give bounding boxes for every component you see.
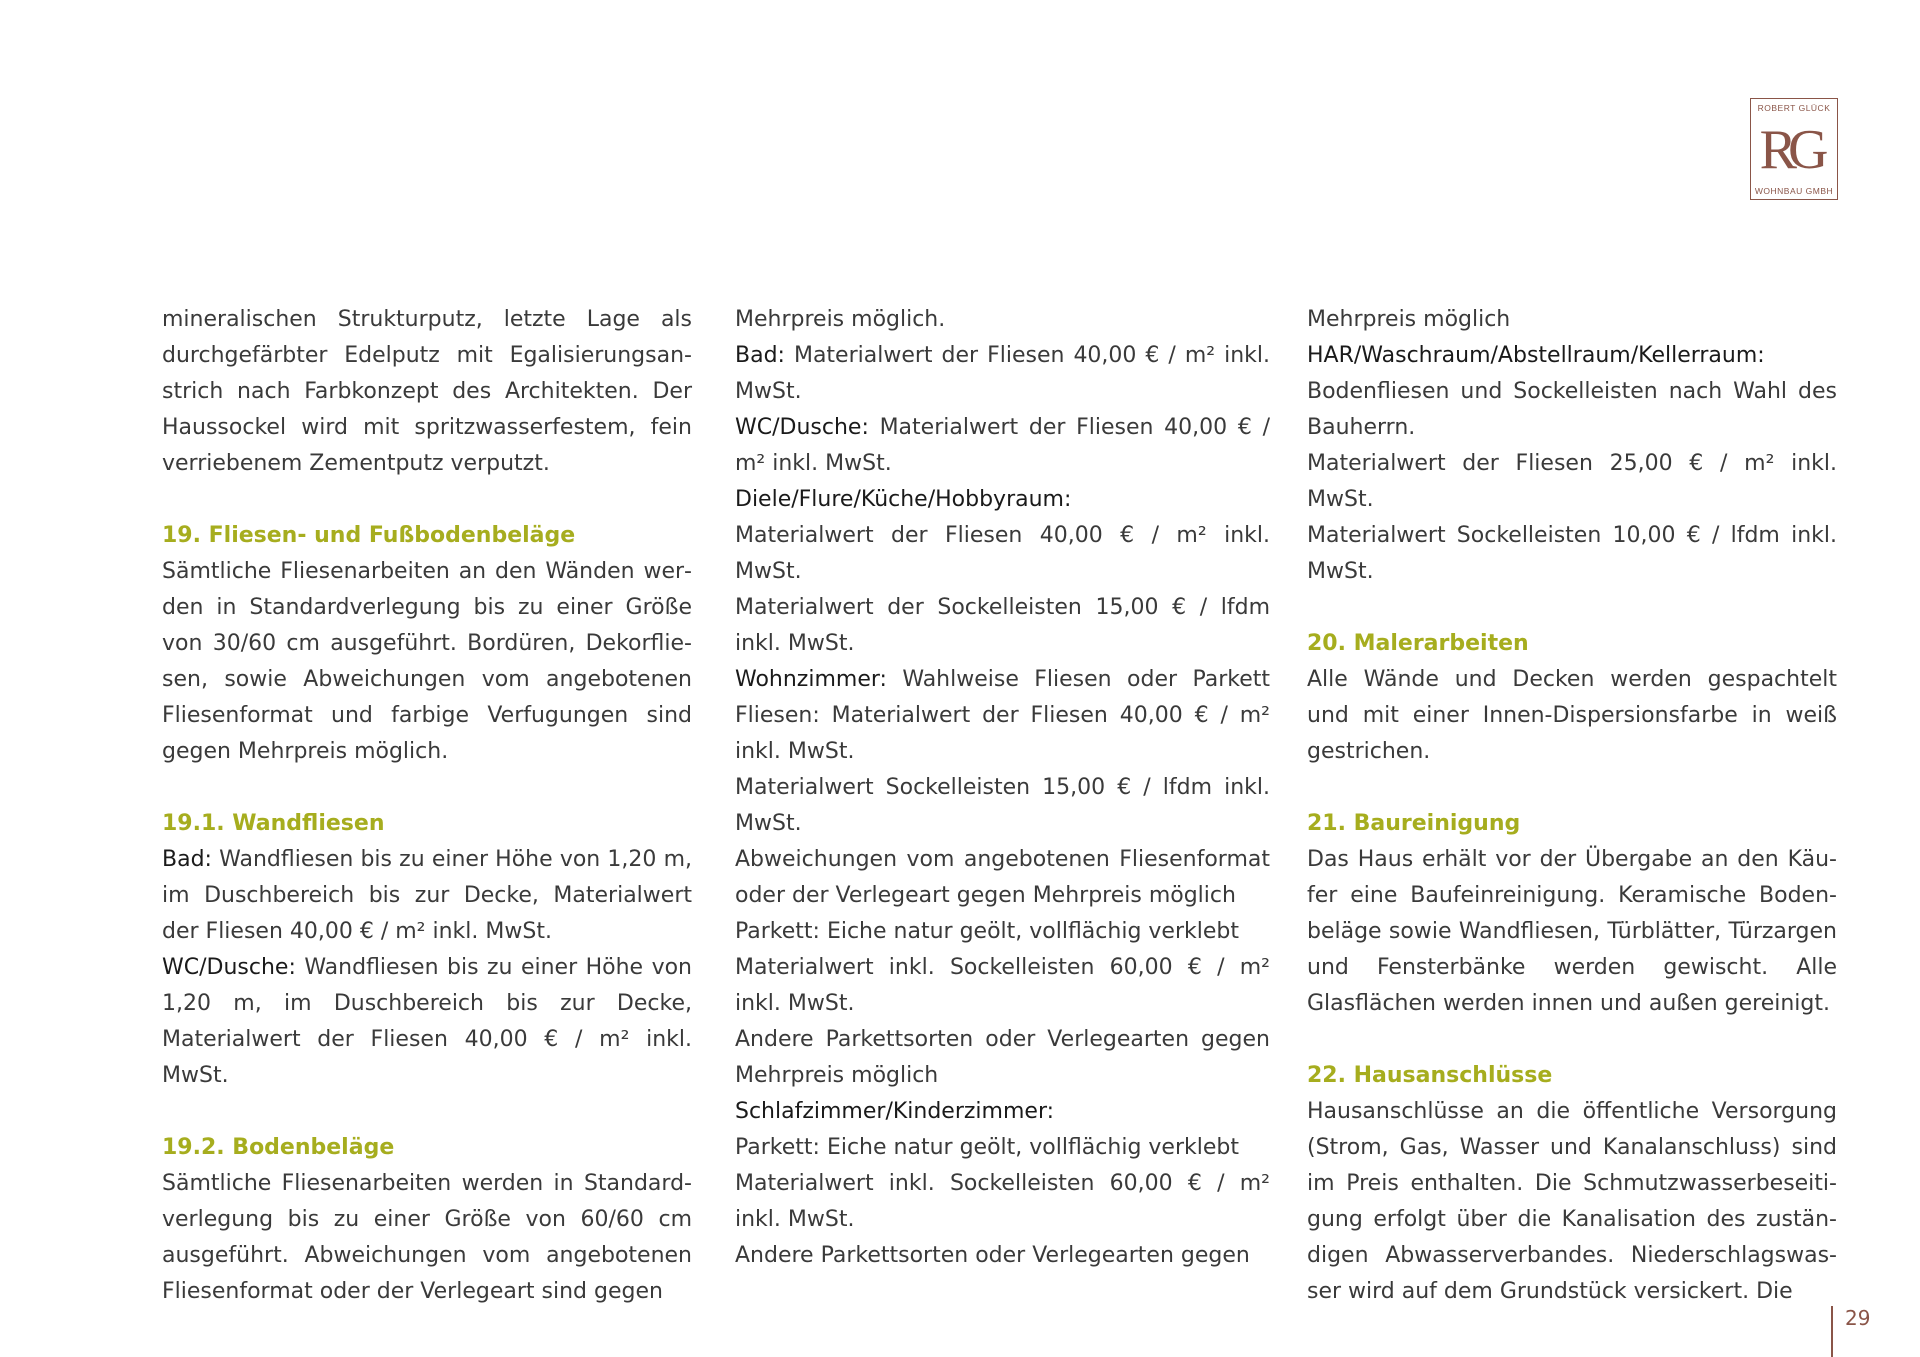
heading-19-2: 19.2. Bodenbeläge xyxy=(162,1135,395,1160)
line-wohn-abweichungen: Abweichungen vom angebotenen Fliesenformat oder der Verlegeart gegen Mehrpreis möglich xyxy=(735,847,1270,908)
label-har: HAR/Waschraum/Abstellraum/Kellerraum: xyxy=(1307,343,1765,368)
text-wc: Wandfliesen bis zu einer Höhe von 1,20 m, im Duschbereich bis zur Decke, Materialwert der Fliesen 40,00 € / m² inkl. MwSt. xyxy=(162,955,692,1088)
page-number-rule xyxy=(1831,1306,1833,1357)
page-number: 29 xyxy=(1845,1306,1871,1330)
text-bad: Wandfliesen bis zu einer Höhe von 1,20 m, im Duschbereich bis zur Decke, Materialwert der Fliesen 40,00 € / m² inkl. MwSt. xyxy=(162,847,692,944)
text-bad: Materialwert der Fliesen 40,00 € / m² inkl. MwSt. xyxy=(735,343,1270,404)
line-schlaf-materialwert: Materialwert inkl. Sockelleisten 60,00 € / m² inkl. MwSt. xyxy=(735,1171,1270,1232)
paragraph-bad-boden xyxy=(735,338,1270,410)
line-mehrpreis: Mehrpreis möglich. xyxy=(735,307,946,332)
line-schlaf-andere: Andere Parkettsorten oder Verlegearten gegen xyxy=(735,1243,1250,1268)
line-har-wahl: Bodenfliesen und Sockelleisten nach Wahl des Bauherrn. xyxy=(1307,379,1837,440)
heading-19-1: 19.1. Wandfliesen xyxy=(162,811,385,836)
line-har-fliesen: Materialwert der Fliesen 25,00 € / m² inkl. MwSt. xyxy=(1307,451,1837,512)
label-wc: WC/Dusche: xyxy=(735,415,869,440)
text-column-2 xyxy=(735,302,1270,1274)
line-parkett-andere: Andere Parkettsorten oder Verlegearten gegen Mehrpreis möglich xyxy=(735,1027,1270,1088)
text-wohnzimmer: Wahlweise Fliesen oder Parkett Fliesen: Materialwert der Fliesen 40,00 € / m² inkl. MwSt. xyxy=(735,667,1270,764)
heading-19: 19. Fliesen- und Fußbodenbeläge xyxy=(162,523,576,548)
paragraph-19: Sämtliche Fliesenarbeiten an den Wänden werden in Standardverlegung bis zu einer Größe von 30/60 cm ausgeführt. Bordüren, Dekorfliesen, sowie Abweichungen vom angebotenen Fliesenformat und farbige Verfugungen sind gegen Mehrpreis möglich. xyxy=(162,559,692,764)
line-diele-sockel: Materialwert der Sockelleisten 15,00 € / lfdm inkl. MwSt. xyxy=(735,595,1270,656)
heading-21: 21. Baureinigung xyxy=(1307,811,1521,836)
paragraph-wohnzimmer xyxy=(735,662,1270,770)
label-bad: Bad: xyxy=(162,847,212,872)
line-parkett-materialwert: Materialwert inkl. Sockelleisten 60,00 € / m² inkl. MwSt. xyxy=(735,955,1270,1016)
paragraph-wc-boden xyxy=(735,410,1270,482)
company-logo xyxy=(1750,98,1838,200)
label-wc: WC/Dusche: xyxy=(162,955,296,980)
line-har-sockel: Materialwert Sockelleisten 10,00 € / lfdm inkl. MwSt. xyxy=(1307,523,1837,584)
label-wohnzimmer: Wohnzimmer: xyxy=(735,667,887,692)
paragraph-20: Alle Wände und Decken werden gespachtelt und mit einer Innen-Dispersionsfarbe in weiß gestrichen. xyxy=(1307,667,1837,764)
line-diele-fliesen: Materialwert der Fliesen 40,00 € / m² inkl. MwSt. xyxy=(735,523,1270,584)
label-diele: Diele/Flure/Küche/Hobbyraum: xyxy=(735,487,1072,512)
paragraph-bad-wand xyxy=(162,842,692,950)
logo-monogram: RG xyxy=(1759,118,1820,181)
text-column-1 xyxy=(162,302,692,1310)
paragraph-19-2: Sämtliche Fliesenarbeiten werden in Standardverlegung bis zu einer Größe von 60/60 cm ausgeführt. Abweichungen vom angebotenen Fliesenformat oder der Verlegeart sind gegen xyxy=(162,1171,692,1304)
paragraph-putz: mineralischen Strukturputz, letzte Lage als durchgefärbter Edelputz mit Egalisierungsanstrich nach Farbkonzept des Architekten. Der Haussockel wird mit spritzwasserfestem, fein verriebenem Zementputz verputzt. xyxy=(162,307,692,476)
paragraph-wc-wand xyxy=(162,950,692,1094)
line-mehrpreis: Mehrpreis möglich xyxy=(1307,307,1511,332)
paragraph-22: Hausanschlüsse an die öffentliche Versorgung (Strom, Gas, Wasser und Kanalanschluss) sind im Preis enthalten. Die Schmutzwasserbeseitigung erfolgt über die Kanalisation des zuständigen Abwasserverbandes. Niederschlagswasser wird auf dem Grundstück versickert. Die xyxy=(1307,1099,1837,1304)
heading-22: 22. Hausanschlüsse xyxy=(1307,1063,1553,1088)
heading-20: 20. Malerarbeiten xyxy=(1307,631,1529,656)
text-wc: Materialwert der Fliesen 40,00 € / m² inkl. MwSt. xyxy=(735,415,1270,476)
paragraph-21: Das Haus erhält vor der Übergabe an den Käufer eine Baufeinreinigung. Keramische Bodenbeläge sowie Wandfliesen, Türblätter, Türzargen und Fensterbänke werden gewischt. Alle Glasflächen werden innen und außen gereinigt. xyxy=(1307,847,1837,1016)
logo-top-text: ROBERT GLÜCK xyxy=(1757,103,1831,113)
line-wohn-sockel: Materialwert Sockelleisten 15,00 € / lfdm inkl. MwSt. xyxy=(735,775,1270,836)
label-bad: Bad: xyxy=(735,343,785,368)
line-parkett: Parkett: Eiche natur geölt, vollflächig verklebt xyxy=(735,919,1239,944)
label-schlafzimmer: Schlafzimmer/Kinderzimmer: xyxy=(735,1099,1055,1124)
logo-bottom-text: WOHNBAU GMBH xyxy=(1754,185,1834,196)
line-schlaf-parkett: Parkett: Eiche natur geölt, vollflächig verklebt xyxy=(735,1135,1239,1160)
text-column-3 xyxy=(1307,302,1837,1310)
